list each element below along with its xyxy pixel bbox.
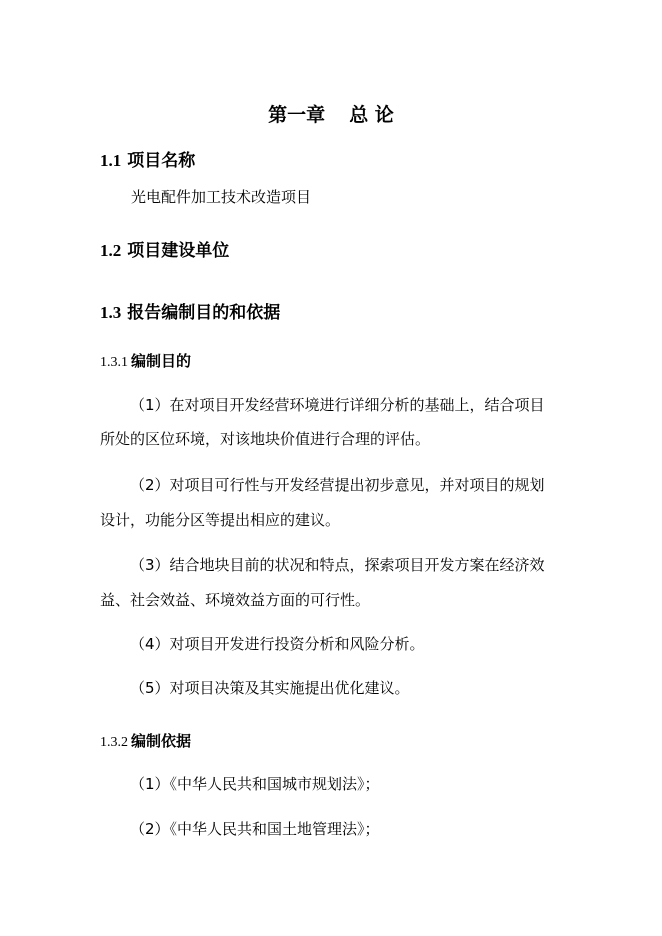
chapter-name: 总 论: [349, 104, 394, 126]
section-number: 1.3.2: [100, 735, 128, 750]
section-heading-1-1: [100, 146, 195, 171]
purpose-item-3-line-1: （3）结合地块目前的状况和特点，探索项目开发方案在经济效: [130, 556, 545, 574]
section-title: 项目名称: [127, 151, 196, 171]
section-title: 项目建设单位: [127, 241, 230, 261]
basis-item-1: （1）《中华人民共和国城市规划法》；: [130, 775, 380, 793]
section-number: 1.1: [100, 151, 122, 170]
chapter-label: 第一章: [268, 104, 326, 126]
section-heading-1-3-1: [100, 350, 191, 371]
purpose-item-1-line-2: 所处的区位环境，对该地块价值进行合理的评估。: [100, 430, 431, 448]
purpose-item-4: （4）对项目开发进行投资分析和风险分析。: [130, 635, 425, 653]
purpose-item-3-line-2: 益、社会效益、环境效益方面的可行性。: [100, 591, 371, 609]
purpose-item-5: （5）对项目决策及其实施提出优化建议。: [130, 679, 410, 697]
section-title: 报告编制目的和依据: [127, 303, 281, 323]
section-title: 编制依据: [131, 732, 192, 750]
section-heading-1-3-2: [100, 730, 191, 751]
section-heading-1-3: [100, 298, 280, 323]
section-number: 1.3: [100, 303, 122, 322]
chapter-title: [0, 100, 662, 127]
section-heading-1-2: [100, 236, 229, 261]
section-number: 1.2: [100, 241, 122, 260]
project-name-text: 光电配件加工技术改造项目: [131, 188, 312, 206]
purpose-item-1-line-1: （1）在对项目开发经营环境进行详细分析的基础上，结合项目: [130, 396, 545, 414]
section-title: 编制目的: [131, 352, 192, 370]
section-number: 1.3.1: [100, 355, 128, 370]
purpose-item-2-line-2: 设计，功能分区等提出相应的建议。: [100, 511, 341, 529]
purpose-item-2-line-1: （2）对项目可行性与开发经营提出初步意见，并对项目的规划: [130, 476, 545, 494]
basis-item-2: （2）《中华人民共和国土地管理法》；: [130, 820, 380, 838]
